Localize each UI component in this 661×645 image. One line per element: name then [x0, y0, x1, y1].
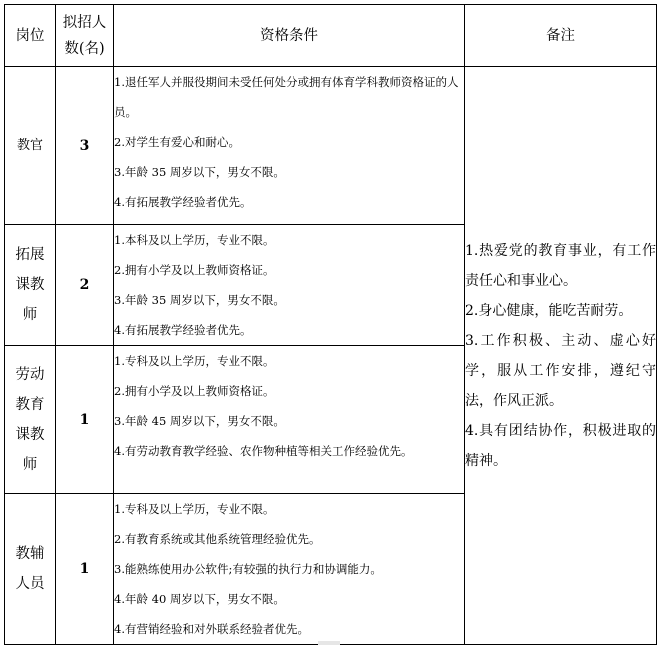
position-cell	[5, 225, 56, 346]
requirement-item: 4.有拓展教学经验者优先。	[114, 323, 252, 337]
requirement-item: 4.有营销经验和对外联系经验者优先。	[114, 622, 309, 636]
header-position: 岗位	[5, 5, 56, 67]
header-row	[5, 5, 657, 67]
header-notes: 备注	[465, 5, 657, 67]
position-line: 课教	[15, 277, 45, 293]
requirement-item: 4.有劳动教育教学经验、农作物种植等相关工作经验优先。	[114, 444, 413, 458]
position-line: 教育	[15, 396, 45, 413]
header-requirements: 资格条件	[114, 5, 465, 67]
requirement-item: 3.年龄 35 周岁以下，男女不限。	[114, 293, 285, 307]
count-cell: 3	[56, 67, 114, 225]
position-line: 教辅	[15, 546, 45, 562]
position-line: 师	[22, 456, 38, 473]
requirement-item: 4.有拓展教学经验者优先。	[114, 195, 252, 209]
requirement-item: 1.本科及以上学历，专业不限。	[114, 233, 275, 247]
requirement-item: 1.退任军人并服役期间未受任何处分或拥有体育学科教师资格证的人员。	[114, 75, 459, 119]
position-line: 人员	[15, 576, 45, 592]
requirement-item: 3.年龄 35 周岁以下，男女不限。	[114, 165, 285, 179]
notes-cell	[465, 67, 657, 645]
recruitment-table	[4, 4, 657, 645]
requirement-item: 1.专科及以上学历，专业不限。	[114, 502, 275, 516]
table-row	[5, 67, 657, 225]
position-line: 师	[22, 307, 38, 323]
position-cell	[5, 494, 56, 645]
requirement-item: 3.能熟练使用办公软件;有较强的执行力和协调能力。	[114, 562, 382, 576]
requirement-item: 2.拥有小学及以上教师资格证。	[114, 263, 275, 277]
count-cell: 1	[56, 346, 114, 494]
requirement-item: 2.有教育系统或其他系统管理经验优先。	[114, 532, 321, 546]
position-line: 劳动	[15, 366, 45, 383]
requirement-item: 1.专科及以上学历，专业不限。	[114, 354, 275, 368]
requirements-cell	[114, 494, 465, 645]
count-cell: 2	[56, 225, 114, 346]
requirement-item: 3.年龄 45 周岁以下，男女不限。	[114, 414, 285, 428]
requirement-item: 2.拥有小学及以上教师资格证。	[114, 384, 275, 398]
header-count-line1: 拟招人	[62, 14, 107, 31]
count-cell: 1	[56, 494, 114, 645]
requirements-cell	[114, 346, 465, 494]
position-line: 教官	[16, 137, 43, 153]
position-line: 拓展	[15, 247, 45, 263]
page-edge-marker	[318, 641, 340, 645]
requirement-item: 4.年龄 40 周岁以下，男女不限。	[114, 592, 285, 606]
header-count-line2: 数(名)	[64, 40, 105, 57]
position-cell	[5, 67, 56, 225]
note-item: 3.工作积极、主动、虚心好学，服从工作安排，遵纪守法，作风正派。	[465, 332, 656, 409]
note-item: 1.热爱党的教育事业，有工作责任心和事业心。	[465, 242, 656, 289]
requirement-item: 2.对学生有爱心和耐心。	[114, 135, 240, 149]
requirements-cell	[114, 67, 465, 225]
note-item: 2.身心健康，能吃苦耐劳。	[465, 302, 633, 319]
note-item: 4.具有团结协作，积极进取的精神。	[465, 422, 656, 469]
requirements-cell	[114, 225, 465, 346]
position-cell	[5, 346, 56, 494]
header-count	[56, 5, 114, 67]
position-line: 课教	[15, 426, 45, 443]
